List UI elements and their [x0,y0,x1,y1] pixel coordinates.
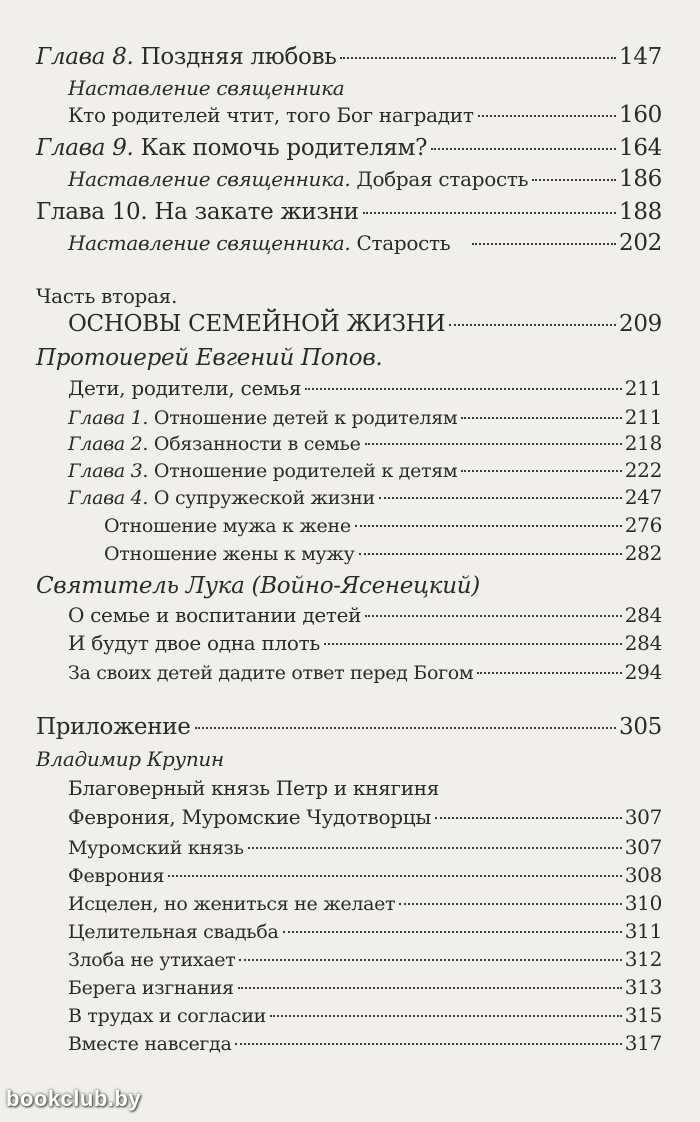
author-heading [36,747,662,771]
leader-dots [461,470,621,472]
leader-dots [431,148,616,150]
subentry-label: Наставление священника [68,76,345,100]
page-number: 317 [624,1031,662,1055]
leader-dots [168,875,621,877]
leader-dots [238,987,622,989]
toc-subentry [68,835,662,859]
chapter-label: Глава 9. [36,135,134,161]
leader-dots [365,443,622,445]
page-number: 218 [624,431,662,455]
toc-subentry [68,1031,662,1055]
leader-dots [324,643,622,645]
toc-subentry [68,1003,662,1027]
toc-subentry [104,541,662,565]
subentry-title: Берега изгнания [68,977,234,999]
leader-dots [472,243,616,245]
chapter-label: Глава 8. [36,44,134,70]
leader-dots [363,212,616,214]
leader-dots [379,497,622,499]
chapter-label: Глава 4. [68,487,149,509]
page-number: 315 [624,1003,662,1027]
site-watermark: bookclub.by [6,1086,142,1111]
author-name: Владимир Крупин [36,747,224,771]
leader-dots [449,324,616,326]
author-heading [36,573,662,599]
subentry-title: Целительная свадьба [68,921,279,943]
toc-entry [68,458,662,482]
toc-entry-appendix [36,714,662,740]
chapter-title: Поздняя любовь [140,44,337,70]
part-label [36,284,662,308]
leader-dots [355,525,622,527]
entry-title: За своих детей дадите ответ перед Богом [68,662,474,684]
leader-dots [399,903,621,905]
toc-subentry [68,230,662,256]
page-number: 186 [619,166,662,192]
subentry-title: В трудах и согласии [68,1005,267,1027]
subentry-title: Муромский князь [68,837,244,859]
page-number: 307 [624,805,662,829]
page-number: 311 [624,919,662,943]
toc-entry [68,431,662,455]
subentry-label: Наставление священника. [68,231,351,255]
page-number: 294 [624,660,662,684]
page-number: 147 [619,44,662,70]
toc-entry [68,376,662,400]
toc-subentry [68,891,662,915]
appendix-title: Приложение [36,714,191,740]
toc-subentry [68,919,662,943]
leader-dots [359,553,622,555]
chapter-label: Глава 2. [68,433,149,455]
toc-entry-ch9 [36,135,662,161]
leader-dots [248,847,622,849]
part2-label: Часть вторая. [36,284,178,308]
chapter-title: Отношение детей к родителям [153,407,458,429]
subentry-title: Отношение мужа к жене [104,515,351,537]
toc-subentry [68,166,662,192]
toc-subentry [68,975,662,999]
leader-dots [305,388,622,390]
page-number: 312 [624,947,662,971]
leader-dots [365,615,622,617]
toc-entry [68,603,662,627]
author-heading [36,345,662,371]
page-number: 209 [619,311,662,337]
toc-subentry [104,513,662,537]
page-number: 188 [619,199,662,225]
page-number: 305 [619,714,662,740]
page-number: 211 [624,405,662,429]
toc-entry [68,776,662,800]
entry-title-line2: Феврония, Муромские Чудотворцы [68,805,431,829]
subentry-label: Наставление священника. [68,167,351,191]
page-number: 313 [624,975,662,999]
chapter-title: Отношение родителей к детям [153,460,458,482]
subentry-title: Феврония [68,865,165,887]
page-number: 308 [624,863,662,887]
leader-dots [235,1043,621,1045]
leader-dots [477,672,621,674]
page-number: 202 [619,230,662,256]
page-number: 284 [624,603,662,627]
subentry-title: Кто родителей чтит, того Бог наградит [68,103,474,127]
toc-subentry [68,76,662,100]
toc-subentry [68,947,662,971]
leader-dots [239,959,621,961]
chapter-title: Глава 10. На закате жизни [36,199,359,225]
part2-title: ОСНОВЫ СЕМЕЙНОЙ ЖИЗНИ [68,311,446,337]
page-number: 160 [619,102,662,128]
chapter-title: Как помочь родителям? [140,135,428,161]
author-name: Протоиерей Евгений Попов. [36,345,383,371]
page-number: 282 [624,541,662,565]
page-number: 276 [624,513,662,537]
subentry-title: Вместе навсегда [68,1033,232,1055]
leader-dots [478,115,616,117]
toc-entry-ch10 [36,199,662,225]
toc-entry [68,660,662,684]
chapter-label: Глава 1. [68,407,149,429]
page-number: 164 [619,135,662,161]
subentry-title: Исцелен, но жениться не желает [68,893,396,915]
page-number: 310 [624,891,662,915]
subentry-title: Злоба не утихает [68,949,236,971]
leader-dots [195,727,616,729]
leader-dots [435,817,622,819]
page-number: 222 [624,458,662,482]
entry-title: И будут двое одна плоть [68,631,321,655]
page-number: 247 [624,485,662,509]
toc-entry [68,631,662,655]
leader-dots [461,417,621,419]
toc-entry [68,805,662,829]
subentry-title: Отношение жены к мужу [104,543,355,565]
leader-dots [340,57,616,59]
toc-subentry [68,102,662,128]
author-name: Святитель Лука (Войно-Ясенецкий) [36,573,480,599]
leader-dots [270,1015,622,1017]
leader-dots [532,179,616,181]
leader-dots [283,931,622,933]
chapter-title: О супружеской жизни [153,487,375,509]
toc-subentry [68,863,662,887]
chapter-label: Глава 3. [68,460,149,482]
chapter-title: Обязанности в семье [153,433,361,455]
page-number: 211 [624,376,662,400]
toc-entry-ch8 [36,44,662,70]
subentry-title: Старость [356,231,451,255]
entry-title: О семье и воспитании детей [68,603,362,627]
page-number: 284 [624,631,662,655]
toc-entry [68,405,662,429]
subentry-title: Добрая старость [356,167,529,191]
toc-entry [68,485,662,509]
toc-entry-part2 [68,311,662,337]
page-number: 307 [624,835,662,859]
entry-title: Дети, родители, семья [68,376,302,400]
entry-title-line1: Благоверный князь Петр и княгиня [68,776,440,800]
